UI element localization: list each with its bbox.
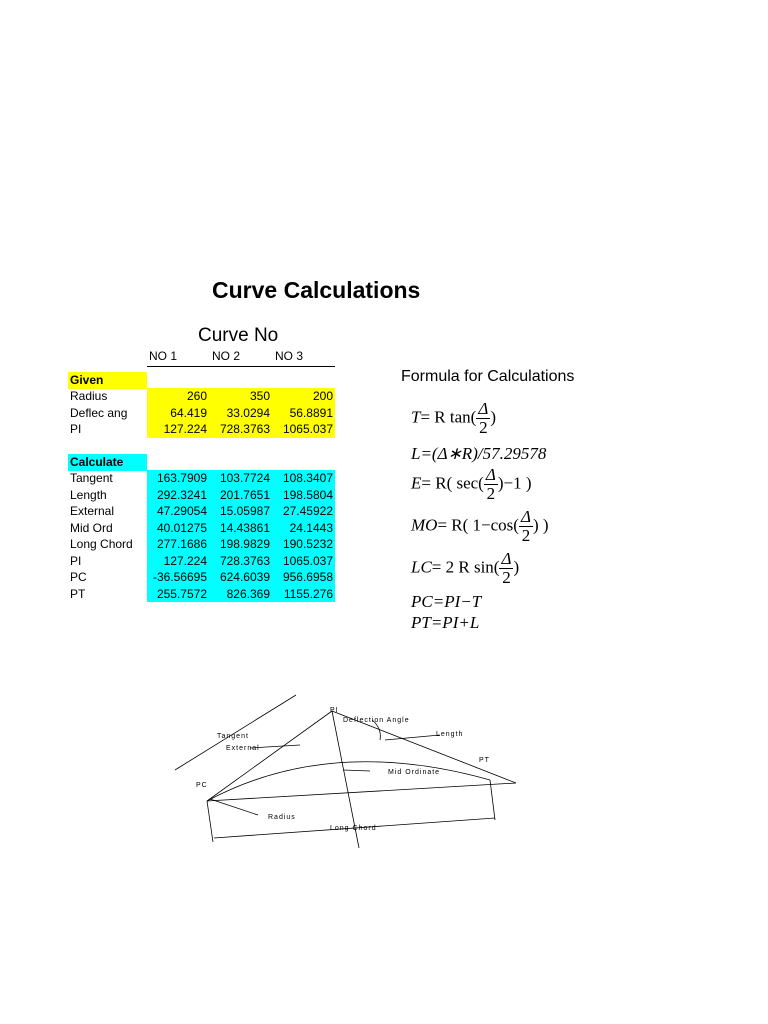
cell: 24.1443: [289, 520, 333, 535]
formula-pt: PT=PI+L: [411, 613, 480, 632]
row-label: PI: [70, 553, 82, 568]
long-chord-line: [207, 783, 516, 801]
length-leader: [385, 735, 440, 740]
row-label: Tangent: [70, 471, 113, 485]
curve-no-heading: Curve No: [198, 325, 279, 346]
row-label: Radius: [70, 389, 108, 403]
column-header-no3: NO 3: [275, 349, 304, 363]
radius-line-right: [490, 780, 495, 820]
cell: 15.05987: [219, 504, 270, 518]
cell: 190.5232: [282, 537, 333, 551]
formula-external: E= R( sec( $\frac{\Delta}{2}$ )−1 ): [411, 465, 532, 503]
cell: 33.0294: [226, 405, 270, 420]
cell: 27.45922: [282, 504, 333, 518]
row-label: PI: [70, 422, 82, 436]
cell: 292.3241: [156, 487, 207, 502]
cell: 200: [312, 389, 333, 403]
cell: 40.01275: [156, 520, 207, 535]
cell: 56.8891: [289, 405, 333, 420]
label-pt: PT: [479, 757, 490, 764]
cell: 163.7909: [156, 471, 207, 485]
column-header-no2: NO 2: [212, 349, 241, 363]
label-radius: Radius: [268, 814, 296, 821]
cell: 127.224: [163, 422, 207, 436]
tangent-line-left: [207, 711, 332, 801]
cell: 260: [186, 389, 207, 403]
cell: 201.7651: [219, 487, 270, 502]
row-label: PC: [70, 570, 87, 584]
label-external: External: [226, 745, 260, 752]
formula-long-chord: LC= 2 R sin( $\frac{\Delta}{2}$ ): [411, 549, 520, 587]
cell: 64.419: [170, 405, 207, 420]
label-mid-ordinate: Mid Ordinate: [388, 769, 441, 776]
cell: 728.3763: [219, 422, 270, 436]
cell: 255.7572: [156, 586, 207, 601]
label-tangent: Tangent: [217, 733, 249, 740]
row-label: PT: [70, 586, 86, 601]
radius-leader: [210, 799, 258, 815]
row-label: Long Chord: [70, 537, 133, 551]
cell: 198.9829: [219, 537, 270, 551]
cell: 198.5804: [282, 487, 333, 502]
row-label: External: [70, 504, 115, 518]
label-pc: PC: [196, 782, 208, 789]
row-label: Deflec ang: [70, 405, 128, 420]
formula-tangent: T= R tan( $\frac{\Delta}{2}$ ): [411, 399, 496, 437]
cell: 624.6039: [219, 570, 270, 584]
cell: 826.369: [226, 586, 270, 601]
cell: 47.29054: [156, 504, 207, 518]
cell: -36.56695: [152, 570, 207, 584]
cell: 103.7724: [219, 471, 270, 485]
cell: 728.3763: [219, 553, 270, 568]
radius-line: [207, 801, 213, 842]
given-section-label: Given: [68, 372, 147, 389]
page-title: Curve Calculations: [212, 277, 421, 303]
column-header-no1: NO 1: [149, 349, 178, 363]
cell: 277.1686: [156, 537, 207, 551]
cell: 350: [249, 389, 270, 403]
row-label: Mid Ord: [70, 520, 113, 535]
row-label: Length: [70, 487, 107, 502]
cell: 127.224: [163, 553, 207, 568]
cell: 14.43861: [219, 520, 270, 535]
label-long-chord: Long Chord: [330, 825, 377, 832]
calculate-section-label: Calculate: [68, 454, 147, 471]
formula-pc: PC=PI−T: [411, 592, 482, 611]
cell: 1155.276: [283, 586, 333, 601]
formula-heading: Formula for Calculations: [401, 368, 575, 385]
cell: 108.3407: [282, 471, 333, 485]
mid-ordinate-leader: [343, 770, 370, 771]
cell: 1065.037: [282, 553, 333, 568]
label-deflection-angle: Deflection Angle: [343, 717, 410, 724]
cell: 1065.037: [282, 422, 333, 436]
formula-mid-ordinate: MO= R( 1−cos( $\frac{\Delta}{2}$ ) ): [411, 507, 549, 545]
label-pi: PI: [330, 707, 339, 714]
formula-length: L=(Δ∗R)/57.29578: [411, 444, 547, 463]
cell: 956.6958: [282, 570, 333, 584]
label-length: Length: [436, 731, 464, 738]
